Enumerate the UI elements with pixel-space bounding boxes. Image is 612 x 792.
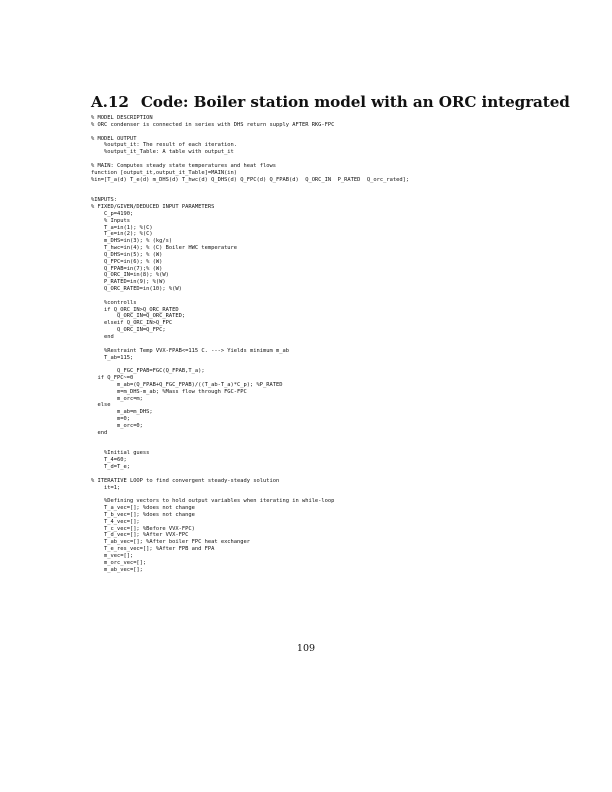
code-line: Q_ORC_RATED=in(10); %(W) <box>91 286 182 293</box>
code-line <box>91 444 409 451</box>
code-line: m=m_DHS-m_ab; %Mass flow through FGC-FPC <box>91 388 247 395</box>
code-line: % ITERATIVE LOOP to find convergent steady-steady solution <box>91 477 280 484</box>
code-line: %output_it: The result of each iteration. <box>91 142 238 149</box>
section-heading <box>91 92 570 112</box>
code-line <box>91 341 409 348</box>
page-number: 109 <box>296 643 316 654</box>
code-line <box>91 491 409 498</box>
code-line: T_ab=115; <box>91 354 134 361</box>
code-line: T_d_vec=[]; %After VVX-FPC <box>91 532 189 539</box>
code-line: P_RATED=in(9); %(W) <box>91 279 166 286</box>
code-line: if Q_ORC_IN>Q_ORC_RATED <box>91 306 179 313</box>
code-line: T_ab_vec=[]; %After boiler FPC heat exchanger <box>91 539 251 546</box>
code-line: Q_ORC_IN=Q_FPC; <box>91 327 166 334</box>
code-line: T_e=in(2); %(C) <box>91 231 153 238</box>
code-line: m_orc=m; <box>91 395 143 402</box>
code-line: C_p=4190; <box>91 210 134 217</box>
code-line: T_e_res_vec=[]; %After FPB and FPA <box>91 546 215 553</box>
code-line: if Q_FPC~=0 <box>91 375 134 382</box>
code-line: T_a_vec=[]; %does not change <box>91 505 195 512</box>
code-line: end <box>91 429 108 436</box>
code-line: elseif Q_ORC_IN>Q_FPC <box>91 320 173 327</box>
code-line: m=0; <box>91 416 130 423</box>
code-line: T_d=T_e; <box>91 464 130 471</box>
code-line: T_hwc=in(4); % (C) Boiler HWC temperature <box>91 245 238 252</box>
code-line: % ORC condenser is connected in series with DHS return supply AFTER RKG-FPC <box>91 121 335 128</box>
code-line: % MODEL DESCRIPTION <box>91 115 153 121</box>
code-line: m_ab=(Q_FPAB+Q_FGC_FPAB)/((T_ab-T_a)*C_p); %P_RATED <box>91 381 283 388</box>
code-line: % MODEL OUTPUT <box>91 135 137 142</box>
code-listing <box>91 115 409 574</box>
code-line: %in=[T_a(d) T_e(d) m_DHS(d) T_hwc(d) Q_DHS(d) Q_FPC(d) Q_FPAB(d) Q_ORC_IN P_RATED Q_orc_rated]; <box>91 176 410 183</box>
code-line: %INPUTS: <box>91 197 117 204</box>
code-line: % Inputs <box>91 217 130 224</box>
code-line: Q_DHS=in(5); % (W) <box>91 251 163 258</box>
code-line <box>91 183 409 190</box>
code-line: m_orc_vec=[]; <box>91 559 147 566</box>
code-line <box>91 156 409 163</box>
section-title: Code: Boiler station model with an ORC integrated <box>140 93 570 111</box>
code-line: %Restraint Temp VVX-FPAB<=115 C. ---> Yields minimum m_ab <box>91 347 289 354</box>
code-line <box>91 293 409 300</box>
code-line: %controlls <box>91 299 137 306</box>
code-line <box>91 437 409 444</box>
code-line: else <box>91 402 111 409</box>
code-line: m_ab=m_DHS; <box>91 409 153 416</box>
code-line: %Defining vectors to hold output variables when iterating in while-loop <box>91 498 335 505</box>
code-line <box>91 361 409 368</box>
section-number: A.12 <box>91 93 129 111</box>
code-line: % MAIN: Computes steady state temperatures and heat flows <box>91 162 276 169</box>
code-line: Q_ORC_IN=in(8); %(W) <box>91 272 169 279</box>
code-line: function [output_it,output_it_Table]=MAIN(in) <box>91 169 238 176</box>
code-line: T_4_vec=[]; <box>91 518 140 525</box>
code-line: Q_ORC_IN=Q_ORC_RATED; <box>91 313 186 320</box>
code-line: T_b_vec=[]; %does not change <box>91 511 195 518</box>
code-line: %output_it_Table: A table with output_it <box>91 149 234 156</box>
code-line: % FIXED/GIVEN/DEDUCED INPUT PARAMETERS <box>91 203 215 210</box>
code-line <box>91 190 409 197</box>
code-line: m_orc=0; <box>91 422 143 429</box>
code-line: Q_FPAB=in(7);% (W) <box>91 265 163 272</box>
code-line <box>91 471 409 478</box>
code-line: Q_FPC=in(6); % (W) <box>91 258 163 265</box>
code-line: m_ab_vec=[]; <box>91 566 143 573</box>
code-line: Q_FGC_FPAB=FGC(Q_FPAB,T_a); <box>91 368 205 375</box>
code-line: %Initial guess <box>91 450 150 457</box>
code-line: end <box>91 334 114 340</box>
code-line: T_c_vec=[]; %Before VVX-FPC) <box>91 525 195 532</box>
code-line: T_4=60; <box>91 457 127 464</box>
code-line: m_vec=[]; <box>91 553 134 559</box>
code-line: m_DHS=in(3); % (kg/s) <box>91 238 173 245</box>
code-line: it=1; <box>91 484 121 491</box>
code-line <box>91 129 409 136</box>
code-line: T_a=in(1); %(C) <box>91 224 153 231</box>
